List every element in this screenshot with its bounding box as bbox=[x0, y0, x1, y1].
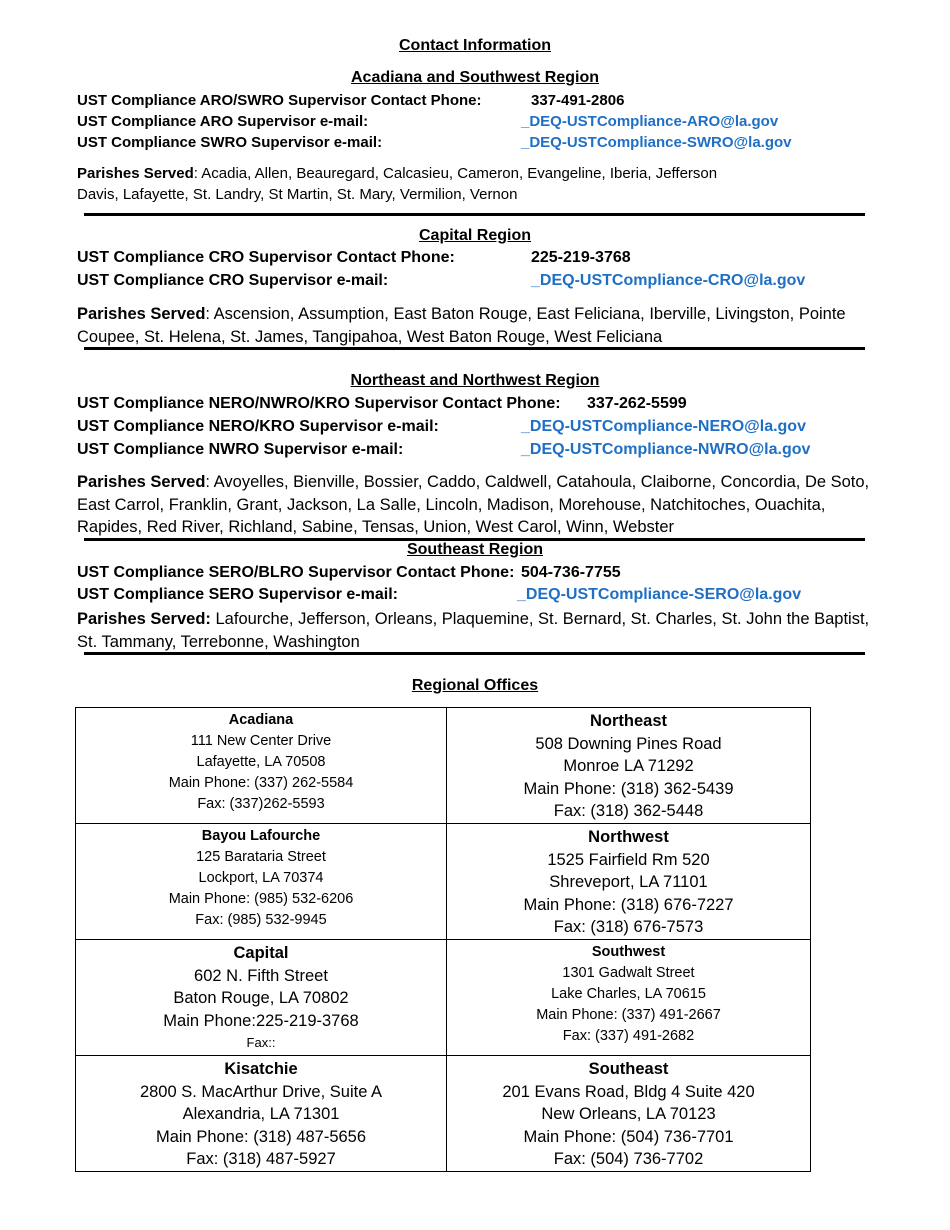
office-city: Lafayette, LA 70508 bbox=[196, 754, 326, 770]
section-heading-southeast: Southeast Region bbox=[406, 541, 543, 558]
office-address: 602 N. Fifth Street bbox=[194, 966, 328, 985]
table-row bbox=[76, 939, 811, 1055]
office-phone: Main Phone: (337) 262-5584 bbox=[168, 775, 354, 791]
office-phone: Main Phone: (318) 487-5656 bbox=[155, 1127, 367, 1146]
parishes-list: : Ascension, Assumption, East Baton Rouge, East Feliciana, Iberville, Livingston, Pointe Coupee, St. Helena, St. James, Tangipahoa, West Baton Rouge, West Feliciana bbox=[77, 305, 846, 346]
parishes-list: : Avoyelles, Bienville, Bossier, Caddo, Caldwell, Catahoula, Claiborne, Concordia, De Soto, East Carrol, Franklin, Grant, Jackson, La Salle, Lincoln, Madison, Morehouse, Natchitoches, Ouachita, Rapides, Red River, Richland, Sabine, Tensas, Union, West Carol, Winn, Webster bbox=[77, 473, 870, 536]
aro-swro-phone-value: 337-491-2806 bbox=[531, 92, 625, 109]
office-phone: Main Phone: (504) 736-7701 bbox=[523, 1127, 734, 1146]
nero-email-link[interactable]: _DEQ-USTCompliance-NERO@la.gov bbox=[521, 418, 806, 435]
parishes-list: : Acadia, Allen, Beauregard, Calcasieu, Cameron, Evangeline, Iberia, Jefferson Davis, Lafayette, St. Landry, St Martin, St. Mary, Vermilion, Vernon bbox=[77, 165, 718, 203]
office-city: Monroe LA 71292 bbox=[563, 757, 694, 776]
office-city: New Orleans, LA 70123 bbox=[541, 1105, 716, 1124]
cro-email-link[interactable]: _DEQ-USTCompliance-CRO@la.gov bbox=[531, 272, 806, 289]
office-fax: Fax: (318) 676-7573 bbox=[553, 918, 704, 937]
parishes-acadiana-southwest bbox=[77, 163, 737, 205]
office-address: 508 Downing Pines Road bbox=[535, 734, 722, 753]
swro-email-label: UST Compliance SWRO Supervisor e-mail: bbox=[77, 134, 383, 151]
section-heading-regional-offices: Regional Offices bbox=[411, 677, 539, 694]
office-city: Alexandria, LA 71301 bbox=[182, 1105, 340, 1124]
office-address: 1525 Fairfield Rm 520 bbox=[547, 850, 710, 869]
office-name: Southwest bbox=[591, 943, 666, 960]
office-name: Southeast bbox=[588, 1059, 669, 1078]
section-heading-capital: Capital Region bbox=[418, 227, 531, 244]
office-fax: Fax: (318) 362-5448 bbox=[553, 802, 704, 821]
parishes-label: Parishes Served bbox=[77, 165, 194, 182]
cro-email-label: UST Compliance CRO Supervisor e-mail: bbox=[77, 272, 389, 289]
office-city: Baton Rouge, LA 70802 bbox=[173, 989, 349, 1008]
table-row bbox=[76, 708, 811, 824]
sero-blro-phone-value: 504-736-7755 bbox=[521, 564, 621, 581]
sero-email-link[interactable]: _DEQ-USTCompliance-SERO@la.gov bbox=[517, 586, 802, 603]
office-cell-northwest bbox=[447, 823, 811, 939]
office-address: 111 New Center Drive bbox=[190, 733, 332, 749]
office-fax: Fax:: bbox=[246, 1035, 276, 1051]
sero-blro-phone-label: UST Compliance SERO/BLRO Supervisor Contact Phone: bbox=[77, 564, 515, 581]
office-cell-southwest bbox=[447, 939, 811, 1055]
nero-kro-email-label: UST Compliance NERO/KRO Supervisor e-mail: bbox=[77, 418, 439, 435]
office-cell-southeast bbox=[447, 1055, 811, 1171]
parishes-list: Lafourche, Jefferson, Orleans, Plaquemine, St. Bernard, St. Charles, St. John the Baptist, St. Tammany, Terrebonne, Washington bbox=[77, 610, 870, 651]
office-address: 201 Evans Road, Bldg 4 Suite 420 bbox=[502, 1082, 755, 1101]
cro-phone-value: 225-219-3768 bbox=[531, 249, 631, 266]
office-name: Northeast bbox=[589, 712, 667, 730]
office-phone: Main Phone: (337) 491-2667 bbox=[536, 1006, 721, 1023]
office-phone: Main Phone: (318) 676-7227 bbox=[523, 895, 734, 914]
parishes-southeast bbox=[77, 608, 877, 654]
office-address: 125 Barataria Street bbox=[196, 848, 326, 865]
sero-email-label: UST Compliance SERO Supervisor e-mail: bbox=[77, 586, 398, 603]
office-city: Lake Charles, LA 70615 bbox=[551, 985, 706, 1002]
cro-phone-label: UST Compliance CRO Supervisor Contact Phone: bbox=[77, 249, 455, 266]
office-cell-northeast bbox=[447, 708, 811, 824]
office-address: 2800 S. MacArthur Drive, Suite A bbox=[139, 1082, 383, 1101]
parishes-label: Parishes Served bbox=[77, 473, 206, 491]
page-title: Contact Information bbox=[399, 37, 551, 54]
office-name: Kisatchie bbox=[224, 1059, 298, 1078]
nero-nwro-kro-phone-label: UST Compliance NERO/NWRO/KRO Supervisor Contact Phone: bbox=[77, 395, 561, 412]
nero-nwro-kro-phone-value: 337-262-5599 bbox=[587, 395, 687, 412]
office-city: Shreveport, LA 71101 bbox=[549, 873, 708, 892]
regional-offices-table bbox=[75, 707, 811, 1172]
office-cell-kisatchie bbox=[76, 1055, 447, 1171]
table-row bbox=[76, 823, 811, 939]
office-phone: Main Phone: (318) 362-5439 bbox=[523, 779, 734, 798]
section-heading-northeast-northwest: Northeast and Northwest Region bbox=[350, 372, 600, 389]
office-phone: Main Phone: (985) 532-6206 bbox=[168, 890, 354, 907]
parishes-label: Parishes Served bbox=[77, 305, 206, 323]
aro-swro-phone-label: UST Compliance ARO/SWRO Supervisor Contact Phone: bbox=[77, 92, 482, 109]
section-divider bbox=[84, 347, 865, 350]
office-city: Lockport, LA 70374 bbox=[198, 869, 324, 886]
aro-email-label: UST Compliance ARO Supervisor e-mail: bbox=[77, 113, 369, 130]
section-heading-acadiana-southwest: Acadiana and Southwest Region bbox=[350, 69, 600, 86]
office-name: Bayou Lafourche bbox=[201, 827, 321, 844]
section-divider bbox=[84, 213, 865, 216]
nwro-email-link[interactable]: _DEQ-USTCompliance-NWRO@la.gov bbox=[521, 441, 811, 458]
office-name: Acadiana bbox=[228, 712, 294, 728]
aro-email-link[interactable]: _DEQ-USTCompliance-ARO@la.gov bbox=[521, 113, 779, 130]
parishes-label: Parishes Served: bbox=[77, 610, 211, 628]
office-cell-capital bbox=[76, 939, 447, 1055]
office-cell-bayou-lafourche bbox=[76, 823, 447, 939]
office-fax: Fax: (318) 487-5927 bbox=[186, 1150, 336, 1169]
office-fax: Fax: (504) 736-7702 bbox=[553, 1150, 704, 1169]
office-fax: Fax: (337)262-5593 bbox=[197, 796, 325, 812]
office-phone: Main Phone:225-219-3768 bbox=[163, 1011, 359, 1030]
swro-email-link[interactable]: _DEQ-USTCompliance-SWRO@la.gov bbox=[521, 134, 792, 151]
office-fax: Fax: (337) 491-2682 bbox=[562, 1027, 695, 1044]
office-name: Northwest bbox=[588, 827, 669, 846]
parishes-capital bbox=[77, 303, 867, 349]
nwro-email-label: UST Compliance NWRO Supervisor e-mail: bbox=[77, 441, 404, 458]
parishes-northeast-northwest bbox=[77, 471, 877, 539]
section-divider bbox=[84, 652, 865, 655]
office-cell-acadiana bbox=[76, 708, 447, 824]
office-address: 1301 Gadwalt Street bbox=[562, 964, 695, 981]
office-fax: Fax: (985) 532-9945 bbox=[195, 911, 327, 928]
office-name: Capital bbox=[233, 943, 289, 962]
table-row bbox=[76, 1055, 811, 1171]
